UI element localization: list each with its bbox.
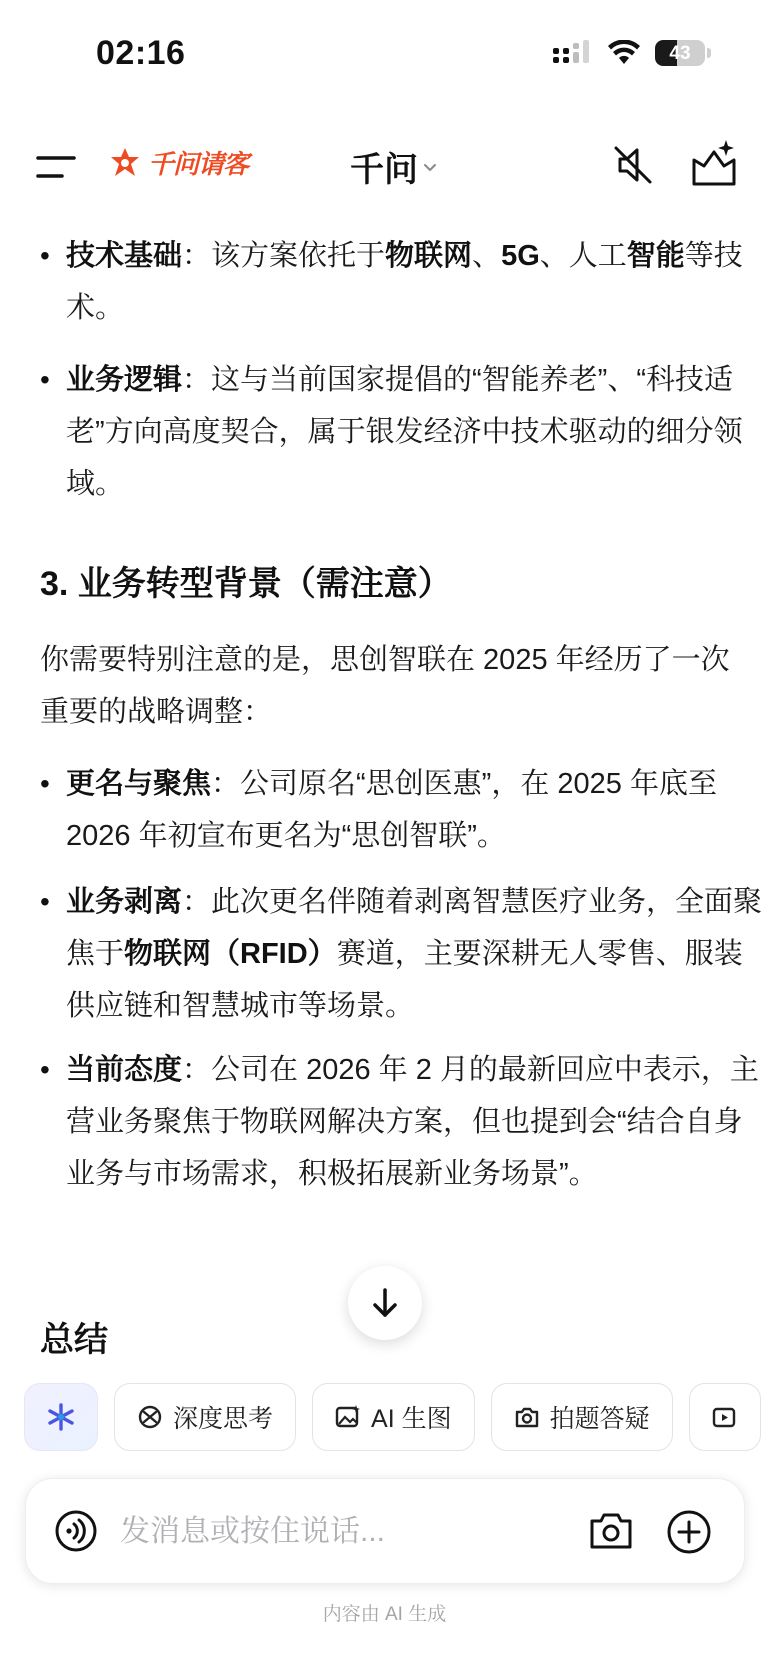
ai-disclaimer: 内容由 AI 生成 <box>322 1604 447 1625</box>
bullet-body: ：此次更名伴随着剥离智慧医疗业务，全面聚焦于 <box>66 886 763 970</box>
quick-actions <box>24 1383 769 1451</box>
bullet-dot: • <box>40 240 50 271</box>
message-input[interactable] <box>118 1507 562 1557</box>
menu-icon[interactable] <box>36 148 76 188</box>
text-segment-bold: 5G <box>501 240 540 272</box>
bullet-text <box>66 1044 766 1200</box>
video-gen-icon <box>712 1404 738 1430</box>
bullet-title: 当前态度 <box>66 1054 183 1086</box>
add-icon[interactable] <box>666 1509 712 1555</box>
signal-icon <box>553 40 593 66</box>
bullet-text <box>66 354 766 510</box>
camera-icon[interactable] <box>588 1509 634 1553</box>
battery-level: 43 <box>669 43 691 64</box>
text-segment: 、 <box>472 240 502 272</box>
brand-logo[interactable] <box>108 144 248 181</box>
brand-mark-icon <box>108 146 142 180</box>
bullet-text <box>66 876 766 1032</box>
bullet-title: 业务逻辑 <box>66 364 183 396</box>
bullet-title: 更名与聚焦 <box>66 768 212 800</box>
bullet-body: ：公司在 2026 年 2 月的最新回应中表示，主营业务聚焦于物联网解决方案，但也提到会“结合自身业务与市场需求，积极拓展新业务场景”。 <box>66 1054 759 1190</box>
chip-label: 深度思考 <box>173 1405 274 1433</box>
voice-input-icon[interactable] <box>54 1509 98 1553</box>
arrow-down-icon <box>370 1287 400 1319</box>
bullet-dot: • <box>40 886 50 917</box>
new-chat-icon[interactable] <box>690 138 738 188</box>
chip-ai-image[interactable] <box>312 1383 475 1451</box>
image-gen-icon <box>335 1404 361 1430</box>
photo-question-icon <box>514 1404 540 1430</box>
chip-deep-think[interactable] <box>114 1383 296 1451</box>
chip-label: 拍题答疑 <box>549 1405 650 1433</box>
bullet-body: ：公司原名“思创医惠”，在 2025 年底至 2026 年初宣布更名为“思创智联”。 <box>66 768 717 852</box>
battery-tip <box>707 48 711 58</box>
bullet-text <box>66 758 766 862</box>
status-bar <box>0 0 769 110</box>
summary-heading: 总结 <box>40 1321 108 1359</box>
bullet-title: 技术基础 <box>66 240 183 272</box>
bullet-dot: • <box>40 364 50 395</box>
message-composer <box>25 1478 745 1584</box>
text-segment-bold: 物联网（RFID） <box>124 938 337 970</box>
brand-text: 千问请客 <box>148 149 249 179</box>
status-icons <box>553 40 711 66</box>
chip-more[interactable] <box>689 1383 761 1451</box>
chevron-down-icon <box>422 161 438 173</box>
text-segment-bold: 物联网 <box>385 240 473 272</box>
intro-paragraph: 你需要特别注意的是，思创智联在 2025 年经历了一次重要的战略调整： <box>40 644 730 728</box>
battery-icon <box>655 40 705 66</box>
chip-photo-question[interactable] <box>491 1383 673 1451</box>
speaker-mute-icon[interactable] <box>610 142 656 188</box>
page-title: 千问 <box>350 151 418 189</box>
sparkle-icon <box>46 1402 76 1432</box>
section-heading: 3. 业务转型背景（需注意） <box>40 565 452 603</box>
text-segment-bold: 智能 <box>626 240 685 272</box>
bullet-text <box>66 230 766 334</box>
text-segment: 等技术。 <box>66 240 743 324</box>
wifi-icon <box>607 40 641 66</box>
text-segment: ：该方案依托于 <box>182 240 386 272</box>
bullet-body: 赛道，主要深耕无人零售、服装供应链和智慧城市等场景。 <box>66 938 743 1022</box>
app-header <box>0 118 769 218</box>
chip-label: AI 生图 <box>371 1405 452 1433</box>
text-segment: 、人工 <box>539 240 627 272</box>
deep-think-icon <box>137 1404 163 1430</box>
bullet-dot: • <box>40 1054 50 1085</box>
bullet-dot: • <box>40 768 50 799</box>
assistant-chip[interactable] <box>24 1383 98 1451</box>
bullet-body: ：这与当前国家提倡的“智能养老”、“科技适老”方向高度契合，属于银发经济中技术驱动的细分领域。 <box>66 364 743 500</box>
scroll-to-bottom-button[interactable] <box>348 1266 422 1340</box>
status-time: 02:16 <box>96 34 186 72</box>
model-selector[interactable] <box>350 142 438 191</box>
bullet-title: 业务剥离 <box>66 886 183 918</box>
